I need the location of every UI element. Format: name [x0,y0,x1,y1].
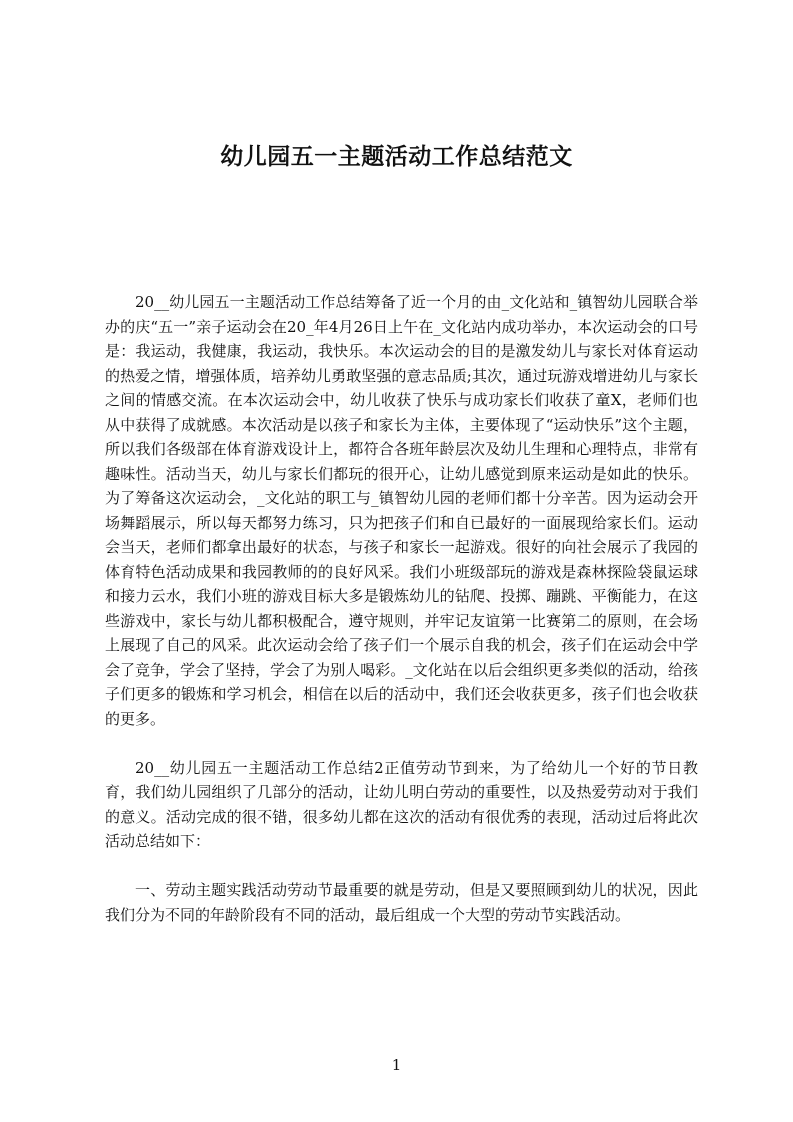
page-number: 1 [391,1056,402,1074]
document-title: 幼儿园五一主题活动工作总结范文 [220,143,573,170]
paragraph-1: 20__幼儿园五一主题活动工作总结筹备了近一个月的由_文化站和_镇智幼儿园联合举办的庆“五一”亲子运动会在20_年4月26日上午在_文化站内成功举办，本次运动会的口号是：我运动，我健康，我运动，我快乐。本次运动会的目的是激发幼儿与家长对体育运动的热爱之情，增强体质，培养幼儿勇敢坚强的意志品质;其次，通过玩游戏增进幼儿与家长之间的情感交流。在本次运动会中，幼儿收获了快乐与成功家长们收获了童X，老师们也从中获得了成就感。本次活动是以孩子和家长为主体，主要体现了“运动快乐”这个主题，所以我们各级部在体育游戏设计上，都符合各班年龄层次及幼儿生理和心理特点，非常有趣味性。活动当天，幼儿与家长们都玩的很开心，让幼儿感觉到原来运动是如此的快乐。为了筹备这次运动会，_文化站的职工与_镇智幼儿园的老师们都十分辛苦。因为运动会开场舞蹈展示，所以每天都努力练习，只为把孩子们和自已最好的一面展现给家长们。运动会当天，老师们都拿出最好的状态，与孩子和家长一起游戏。很好的向社会展示了我园的体育特色活动成果和我园教师的的良好风采。我们小班级部玩的游戏是森林探险袋鼠运球和接力云水，我们小班的游戏目标大多是锻炼幼儿的钻爬、投掷、蹦跳、平衡能力，在这些游戏中，家长与幼儿都积极配合，遵守规则，并牢记友谊第一比赛第二的原则，在会场上展现了自己的风采。此次运动会给了孩子们一个展示自我的机会，孩子们在运动会中学会了竞争，学会了坚持，学会了为别人喝彩。_文化站在以后会组织更多类似的活动，给孩子们更多的锻炼和学习机会，相信在以后的活动中，我们还会收获更多，孩子们也会收获的更多。 [105,293,698,728]
paragraph-2: 20__幼儿园五一主题活动工作总结2正值劳动节到来，为了给幼儿一个好的节日教育，我们幼儿园组织了几部分的活动，让幼儿明白劳动的重要性，以及热爱劳动对于我们的意义。活动完成的很不错，很多幼儿都在这次的活动有很优秀的表现，活动过后将此次活动总结如下： [105,758,698,850]
paragraph-3: 一、劳动主题实践活动劳动节最重要的就是劳动，但是又要照顾到幼儿的状况，因此我们分为不同的年龄阶段有不同的活动，最后组成一个大型的劳动节实践活动。 [105,881,698,924]
document-body [105,290,698,927]
